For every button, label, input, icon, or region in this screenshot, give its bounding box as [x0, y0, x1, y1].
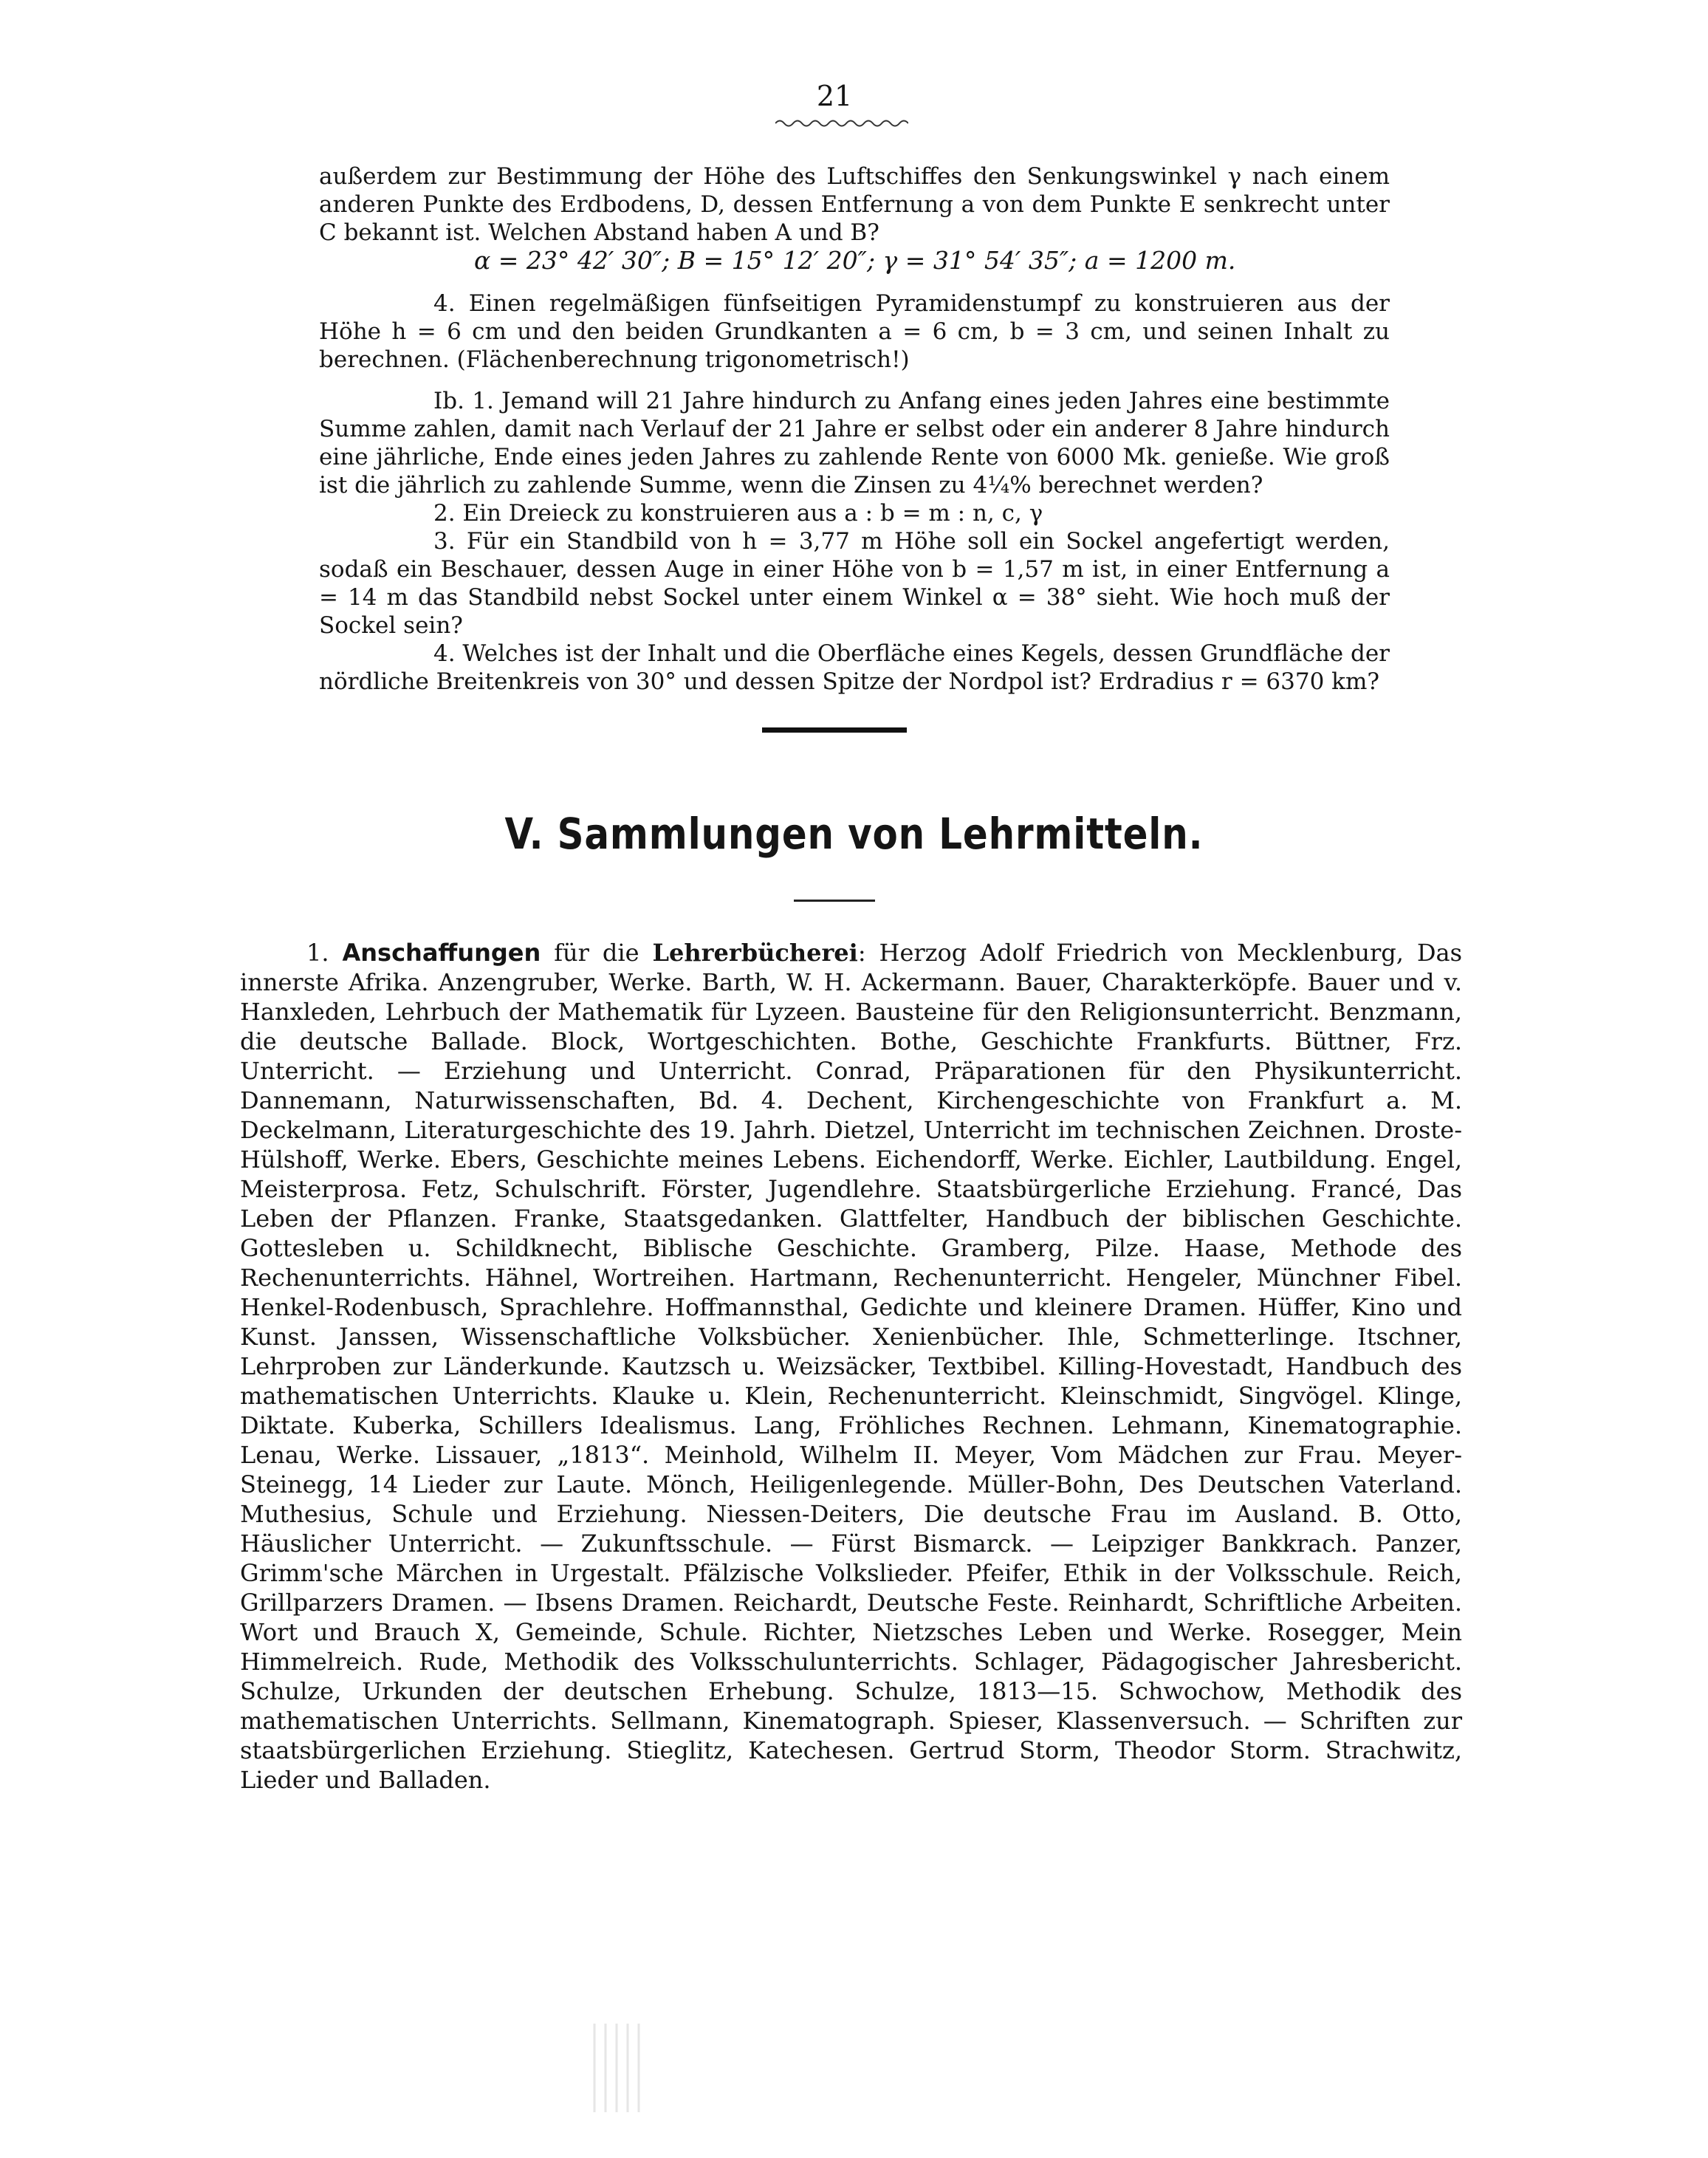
problem-list	[319, 162, 1390, 696]
page-number-flourish	[775, 118, 908, 129]
acquisitions-connector: für die	[541, 939, 653, 967]
section-divider-thin	[794, 900, 875, 902]
problem-continuation: außerdem zur Bestimmung der Höhe des Luftschiffes den Senkungswinkel γ nach einem anderen Punkte des Erdbodens, D, dessen Entfernung a von dem Punkte E senkrecht unter C bekannt ist. Welchen Abstand haben A und B?	[319, 163, 1390, 246]
acquisitions-number: 1.	[306, 939, 329, 967]
problem-item: 4. Einen regelmäßigen fünfseitigen Pyramidenstumpf zu konstruieren aus der Höhe h = 6 cm und den beiden Grundkanten a = 6 cm, b = 3 cm, und seinen Inhalt zu berechnen. (Flächenberechnung trigonometrisch!)	[319, 290, 1390, 373]
acquisitions-colon: :	[857, 939, 879, 967]
problem-item: 4. Welches ist der Inhalt und die Oberfläche eines Kegels, dessen Grundfläche der nördliche Breitenkreis von 30° und dessen Spitze der Nordpol ist? Erdradius r = 6370 km?	[319, 640, 1390, 695]
scan-artifact-marks	[587, 2024, 646, 2112]
page-number: 21	[816, 80, 853, 112]
acquisitions-heading: Anschaffungen	[342, 939, 541, 967]
section-divider-thick	[762, 727, 907, 733]
acquisitions-entries: Herzog Adolf Friedrich von Mecklenburg, Das innerste Afrika. Anzengruber, Werke. Barth, W. H. Ackermann. Bauer, Charakterköpfe. Bauer und v. Hanxleden, Lehrbuch der Mathematik für Lyzeen. Bausteine für den Religionsunterricht. Benzmann, die deutsche Ballade. Block, Wortgeschichten. Bothe, Geschichte Frankfurts. Büttner, Frz. Unterricht. — Erziehung und Unterricht. Conrad, Präparationen für den Physikunterricht. Dannemann, Naturwissenschaften, Bd. 4. Dechent, Kirchengeschichte von Frankfurt a. M. Deckelmann, Literaturgeschichte des 19. Jahrh. Dietzel, Unterricht im technischen Zeichnen. Droste-Hülshoff, Werke. Ebers, Geschichte meines Lebens. Eichendorff, Werke. Eichler, Lautbildung. Engel, Meisterprosa. Fetz, Schulschrift. Förster, Jugendlehre. Staatsbürgerliche Erziehung. Francé, Das Leben der Pflanzen. Franke, Staatsgedanken. Glattfelter, Handbuch der biblischen Geschichte. Gottesleben u. Schildknecht, Biblische Geschichte. Gramberg, Pilze. Haase, Methode des Rechenunterrichts. Hähnel, Wortreihen. Hartmann, Rechenunterricht. Hengeler, Münchner Fibel. Henkel-Rodenbusch, Sprachlehre. Hoffmannsthal, Gedichte und kleinere Dramen. Hüffer, Kino und Kunst. Janssen, Wissenschaftliche Volksbücher. Xenienbücher. Ihle, Schmetterlinge. Itschner, Lehrproben zur Länderkunde. Kautzsch u. Weizsäcker, Textbibel. Killing-Hovestadt, Handbuch des mathematischen Unterrichts. Klauke u. Klein, Rechenunterricht. Kleinschmidt, Singvögel. Klinge, Diktate. Kuberka, Schillers Idealismus. Lang, Fröhliches Rechnen. Lehmann, Kinematographie. Lenau, Werke. Lissauer, „1813“. Meinhold, Wilhelm II. Meyer, Vom Mädchen zur Frau. Meyer-Steinegg, 14 Lieder zur Laute. Mönch, Heiligenlegende. Müller-Bohn, Des Deutschen Vaterland. Muthesius, Schule und Erziehung. Niessen-Deiters, Die deutsche Frau im Ausland. B. Otto, Häuslicher Unterricht. — Zukunftsschule. — Fürst Bismarck. — Leipziger Bankkrach. Panzer, Grimm'sche Märchen in Urgestalt. Pfälzische Volkslieder. Pfeifer, Ethik in der Volksschule. Reich, Grillparzers Dramen. — Ibsens Dramen. Reichardt, Deutsche Feste. Reinhardt, Schriftliche Arbeiten. Wort und Brauch X, Gemeinde, Schule. Richter, Nietzsches Leben und Werke. Rosegger, Mein Himmelreich. Rude, Methodik des Volksschulunterrichts. Schlager, Pädagogischer Jahresbericht. Schulze, Urkunden der deutschen Erhebung. Schulze, 1813—15. Schwochow, Methodik des mathematischen Unterrichts. Sellmann, Kinematograph. Spieser, Klassenversuch. — Schriften zur staatsbürgerlichen Erziehung. Stieglitz, Katechesen. Gertrud Storm, Theodor Storm. Strachwitz, Lieder und Balladen.	[240, 939, 1463, 1794]
section-title: V. Sammlungen von Lehrmitteln.	[504, 809, 1204, 859]
problem-formula: α = 23° 42′ 30″; B = 15° 12′ 20″; γ = 31° 54′ 35″; a = 1200 m.	[474, 246, 1236, 275]
acquisitions-target: Lehrerbücherei	[652, 939, 858, 967]
problem-item: 3. Für ein Standbild von h = 3,77 m Höhe soll ein Sockel angefertigt werden, sodaß ein Beschauer, dessen Auge in einer Höhe von b = 1,57 m ist, in einer Entfernung a = 14 m das Standbild nebst Sockel unter einem Winkel α = 38° sieht. Wie hoch muß der Sockel sein?	[319, 528, 1390, 639]
acquisitions-paragraph	[240, 938, 1462, 1795]
problem-item: Ib. 1. Jemand will 21 Jahre hindurch zu Anfang eines jeden Jahres eine bestimmte Summe zahlen, damit nach Verlauf der 21 Jahre er selbst oder ein anderer 8 Jahre hindurch eine jährliche, Ende eines jeden Jahres zu zahlende Rente von 6000 Mk. genieße. Wie groß ist die jährlich zu zahlende Summe, wenn die Zinsen zu 4¼% berechnet werden?	[319, 388, 1390, 499]
problem-item: 2. Ein Dreieck zu konstruieren aus a : b = m : n, c, γ	[433, 500, 1043, 527]
